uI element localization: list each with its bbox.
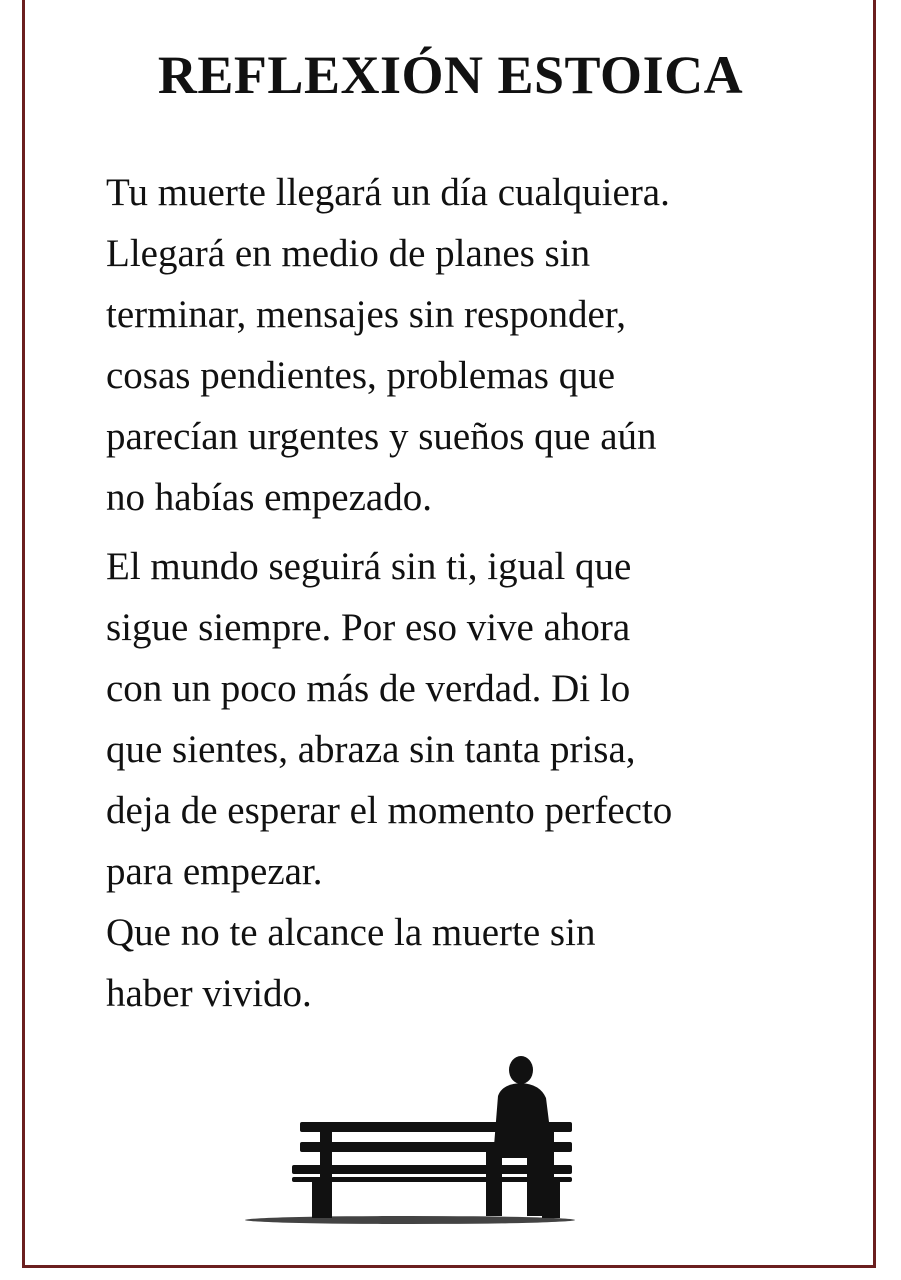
bench-leg [550, 1180, 560, 1218]
man-leg [486, 1150, 502, 1216]
bench-backrest-slat [300, 1142, 572, 1152]
text-line: deja de esperar el momento perfecto [106, 789, 673, 832]
text-line: El mundo seguirá sin ti, igual que [106, 545, 632, 588]
ground-shadow [245, 1216, 575, 1224]
text-line: Llegará en medio de planes sin [106, 232, 591, 275]
text-line: haber vivido. [106, 972, 312, 1015]
man-leg [527, 1150, 543, 1216]
text-line: con un poco más de verdad. Di lo [106, 667, 631, 710]
text-line: terminar, mensajes sin responder, [106, 293, 626, 336]
bench-backrest-slat [300, 1122, 572, 1132]
paragraph-1 [106, 162, 806, 528]
man-head [509, 1056, 533, 1084]
text-line: no habías empezado. [106, 476, 432, 519]
text-line: cosas pendientes, problemas que [106, 354, 616, 397]
paragraph-2 [106, 536, 806, 1024]
bench-seat-slat [292, 1177, 572, 1182]
text-line: para empezar. [106, 850, 323, 893]
text-line: Tu muerte llegará un día cualquiera. [106, 171, 670, 214]
reflection-text [106, 162, 806, 1024]
bench-leg [312, 1180, 322, 1218]
text-line: Que no te alcance la muerte sin [106, 911, 596, 954]
text-line: sigue siempre. Por eso vive ahora [106, 606, 631, 649]
paragraph-gap [106, 528, 806, 536]
text-line: que sientes, abraza sin tanta prisa, [106, 728, 636, 771]
bench-seat-slat [292, 1165, 572, 1174]
text-line: parecían urgentes y sueños que aún [106, 415, 657, 458]
page-title: REFLEXIÓN ESTOICA [157, 45, 744, 105]
man-on-bench-silhouette-icon [240, 1050, 600, 1230]
